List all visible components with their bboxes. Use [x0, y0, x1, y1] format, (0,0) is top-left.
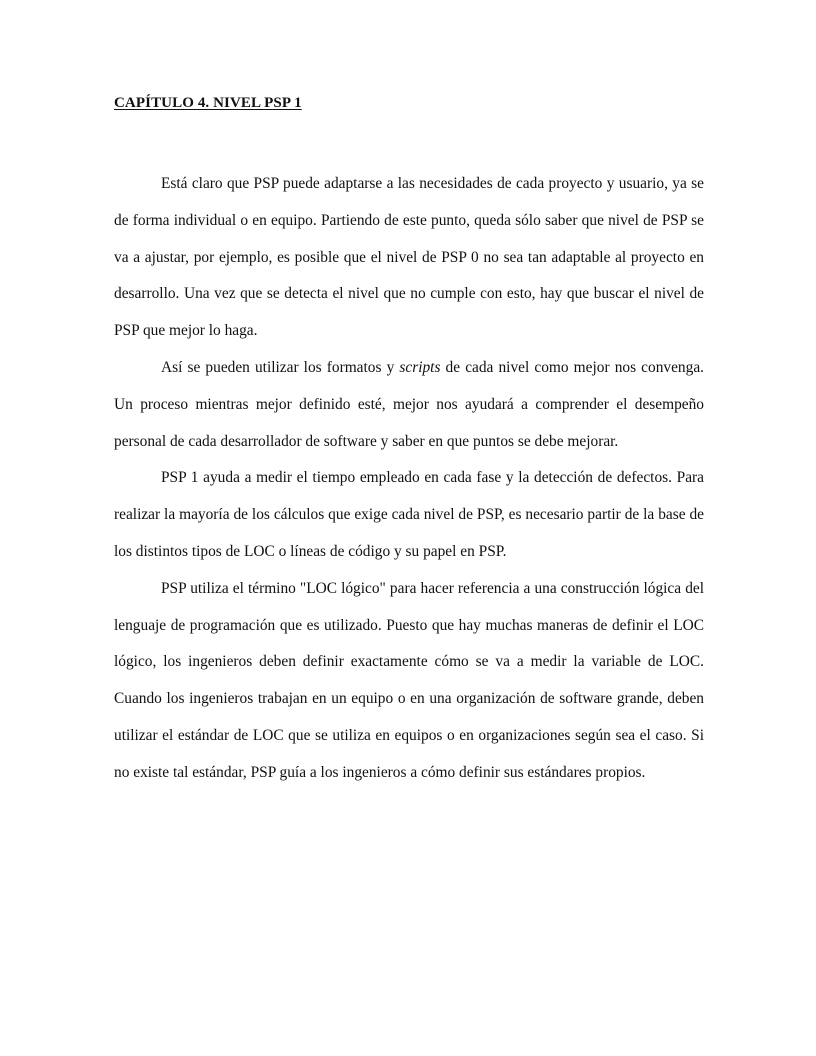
- paragraph-2-italic-term: scripts: [399, 358, 441, 376]
- paragraph-1: Está claro que PSP puede adaptarse a las necesidades de cada proyecto y usuario, ya se de forma individual o en equipo. Partiendo de este punto, queda sólo saber que nivel de PSP se va a ajustar, por ejemplo, es posible que el nivel de PSP 0 no sea tan adaptable al proyecto en desarrollo. Una vez que se detecta el nivel que no cumple con esto, hay que buscar el nivel de PSP que mejor lo haga.: [114, 175, 704, 340]
- paragraph-2-text-before: Así se pueden utilizar los formatos y: [161, 358, 400, 376]
- chapter-title: CAPÍTULO 4. NIVEL PSP 1: [114, 95, 302, 111]
- body-text: [114, 166, 704, 792]
- paragraph-4: PSP utiliza el término "LOC lógico" para hacer referencia a una construcción lógica del lenguaje de programación que es utilizado. Puesto que hay muchas maneras de definir el LOC lógico, los ingenieros deben definir exactamente cómo se va a medir la variable de LOC. Cuando los ingenieros trabajan en un equipo o en una organización de software grande, deben utilizar el estándar de LOC que se utiliza en equipos o en organizaciones según sea el caso. Si no existe tal estándar, PSP guía a los ingenieros a cómo definir sus estándares propios.: [114, 579, 704, 781]
- paragraph-2: [114, 350, 704, 460]
- paragraph-3: PSP 1 ayuda a medir el tiempo empleado en cada fase y la detección de defectos. Para realizar la mayoría de los cálculos que exige cada nivel de PSP, es necesario partir de la base de los distintos tipos de LOC o líneas de código y su papel en PSP.: [114, 469, 704, 560]
- paragraph-2-text-after: de cada nivel como mejor nos convenga. Un proceso mientras mejor definido esté, mejor nos ayudará a comprender el desempeño personal de cada desarrollador de software y saber en que puntos se debe mejorar.: [114, 358, 705, 450]
